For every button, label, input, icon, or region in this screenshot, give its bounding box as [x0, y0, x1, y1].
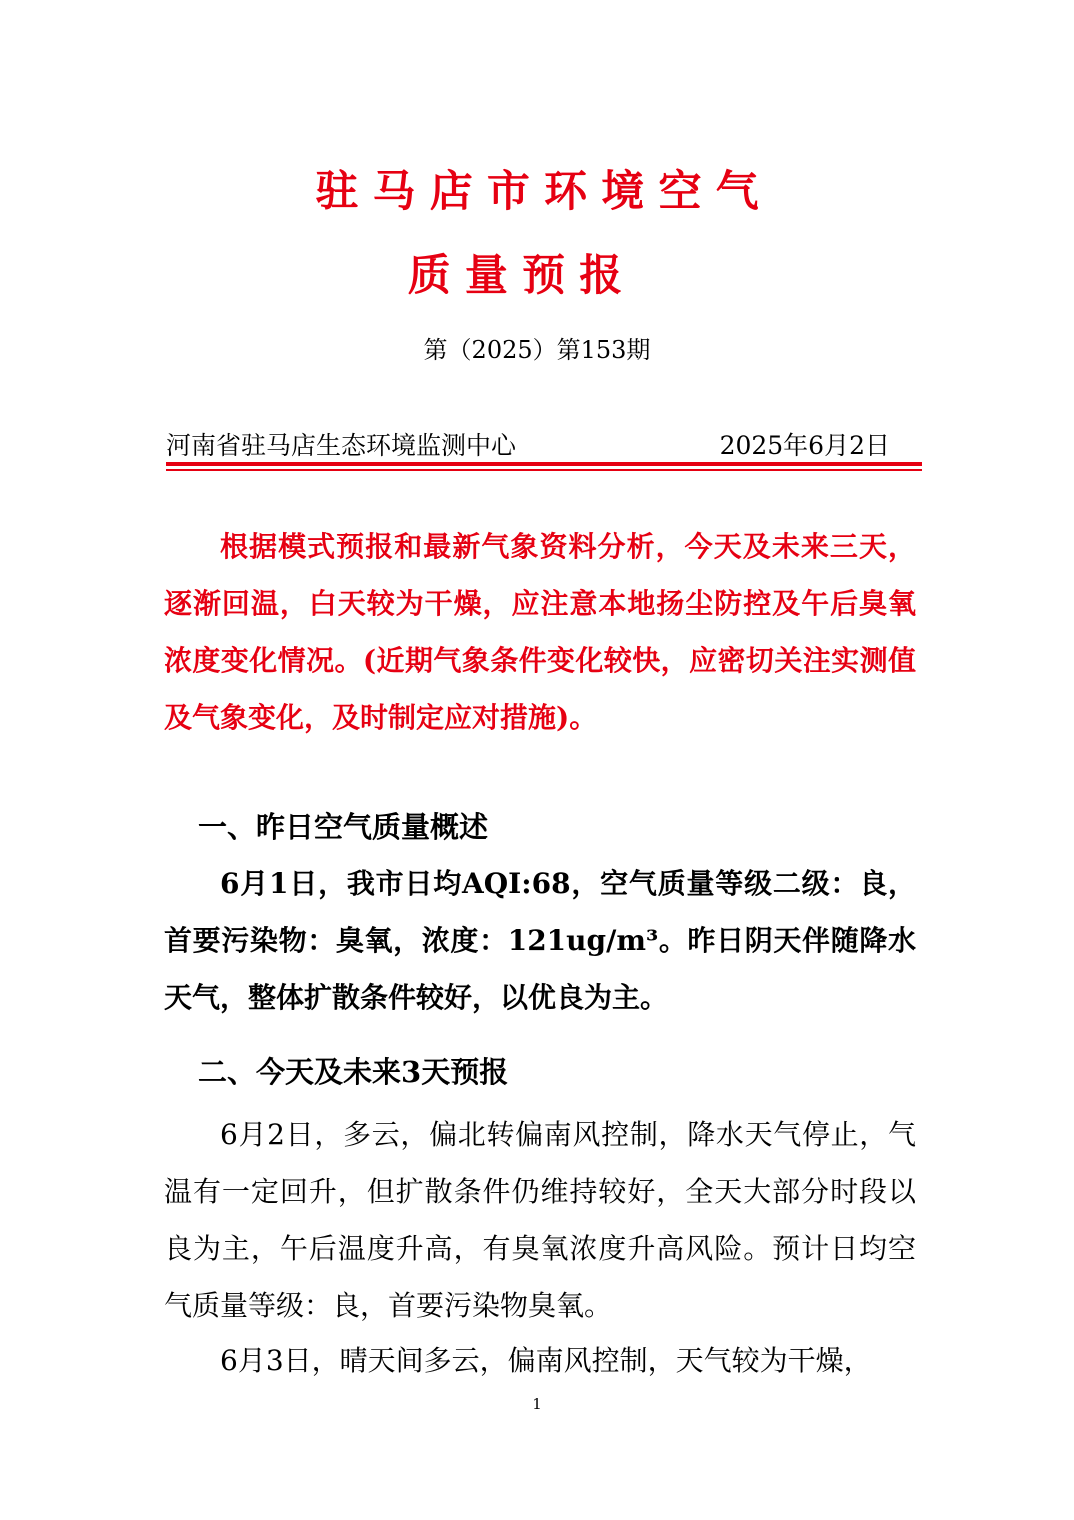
header-divider-thin: [166, 469, 922, 471]
forecast-paragraph-day2: 6月3日，晴天间多云，偏南风控制，天气较为干燥，: [220, 1344, 872, 1377]
section-heading-yesterday: 一、昨日空气质量概述: [198, 810, 489, 844]
summary-paragraph: 根据模式预报和最新气象资料分析，今天及未来三天，逐渐回温，白天较为干燥，应注意本地扬尘防控及午后臭氧浓度变化情况。(近期气象条件变化较快，应密切关注实测值及气象变化，及时制定应对措施)。: [164, 530, 916, 734]
header-row: [166, 426, 918, 460]
forecast-heading-main: 今天及未来: [256, 1055, 402, 1089]
issue-number: 第（2025）第153期: [423, 336, 651, 364]
forecast-paragraph-day1: 6月2日，多云，偏北转偏南风控制，降水天气停止，气温有一定回升，但扩散条件仍维持较好，全天大部分时段以良为主，午后温度升高，有臭氧浓度升高风险。预计日均空气质量等级：良，首要污染物臭氧。: [164, 1118, 916, 1322]
header-divider-thick: [166, 462, 922, 466]
issuing-organization: 河南省驻马店生态环境监测中心: [166, 431, 517, 460]
report-title-line-1: 驻马店市环境空气: [315, 167, 773, 217]
forecast-heading-suffix: 天预报: [421, 1055, 509, 1089]
yesterday-paragraph: 6月1日，我市日均AQI:68，空气质量等级二级：良，首要污染物：臭氧，浓度：121ug/m³。昨日阴天伴随降水天气，整体扩散条件较好，以优良为主。: [164, 867, 916, 1014]
issue-date: 2025年6月2日: [719, 431, 890, 460]
forecast-heading-prefix: 二、: [198, 1055, 257, 1089]
report-title-line-2: 质量预报: [407, 251, 637, 301]
page-number: 1: [532, 1395, 542, 1413]
section-heading-forecast: [198, 1050, 508, 1091]
forecast-heading-number: 3: [401, 1055, 422, 1089]
